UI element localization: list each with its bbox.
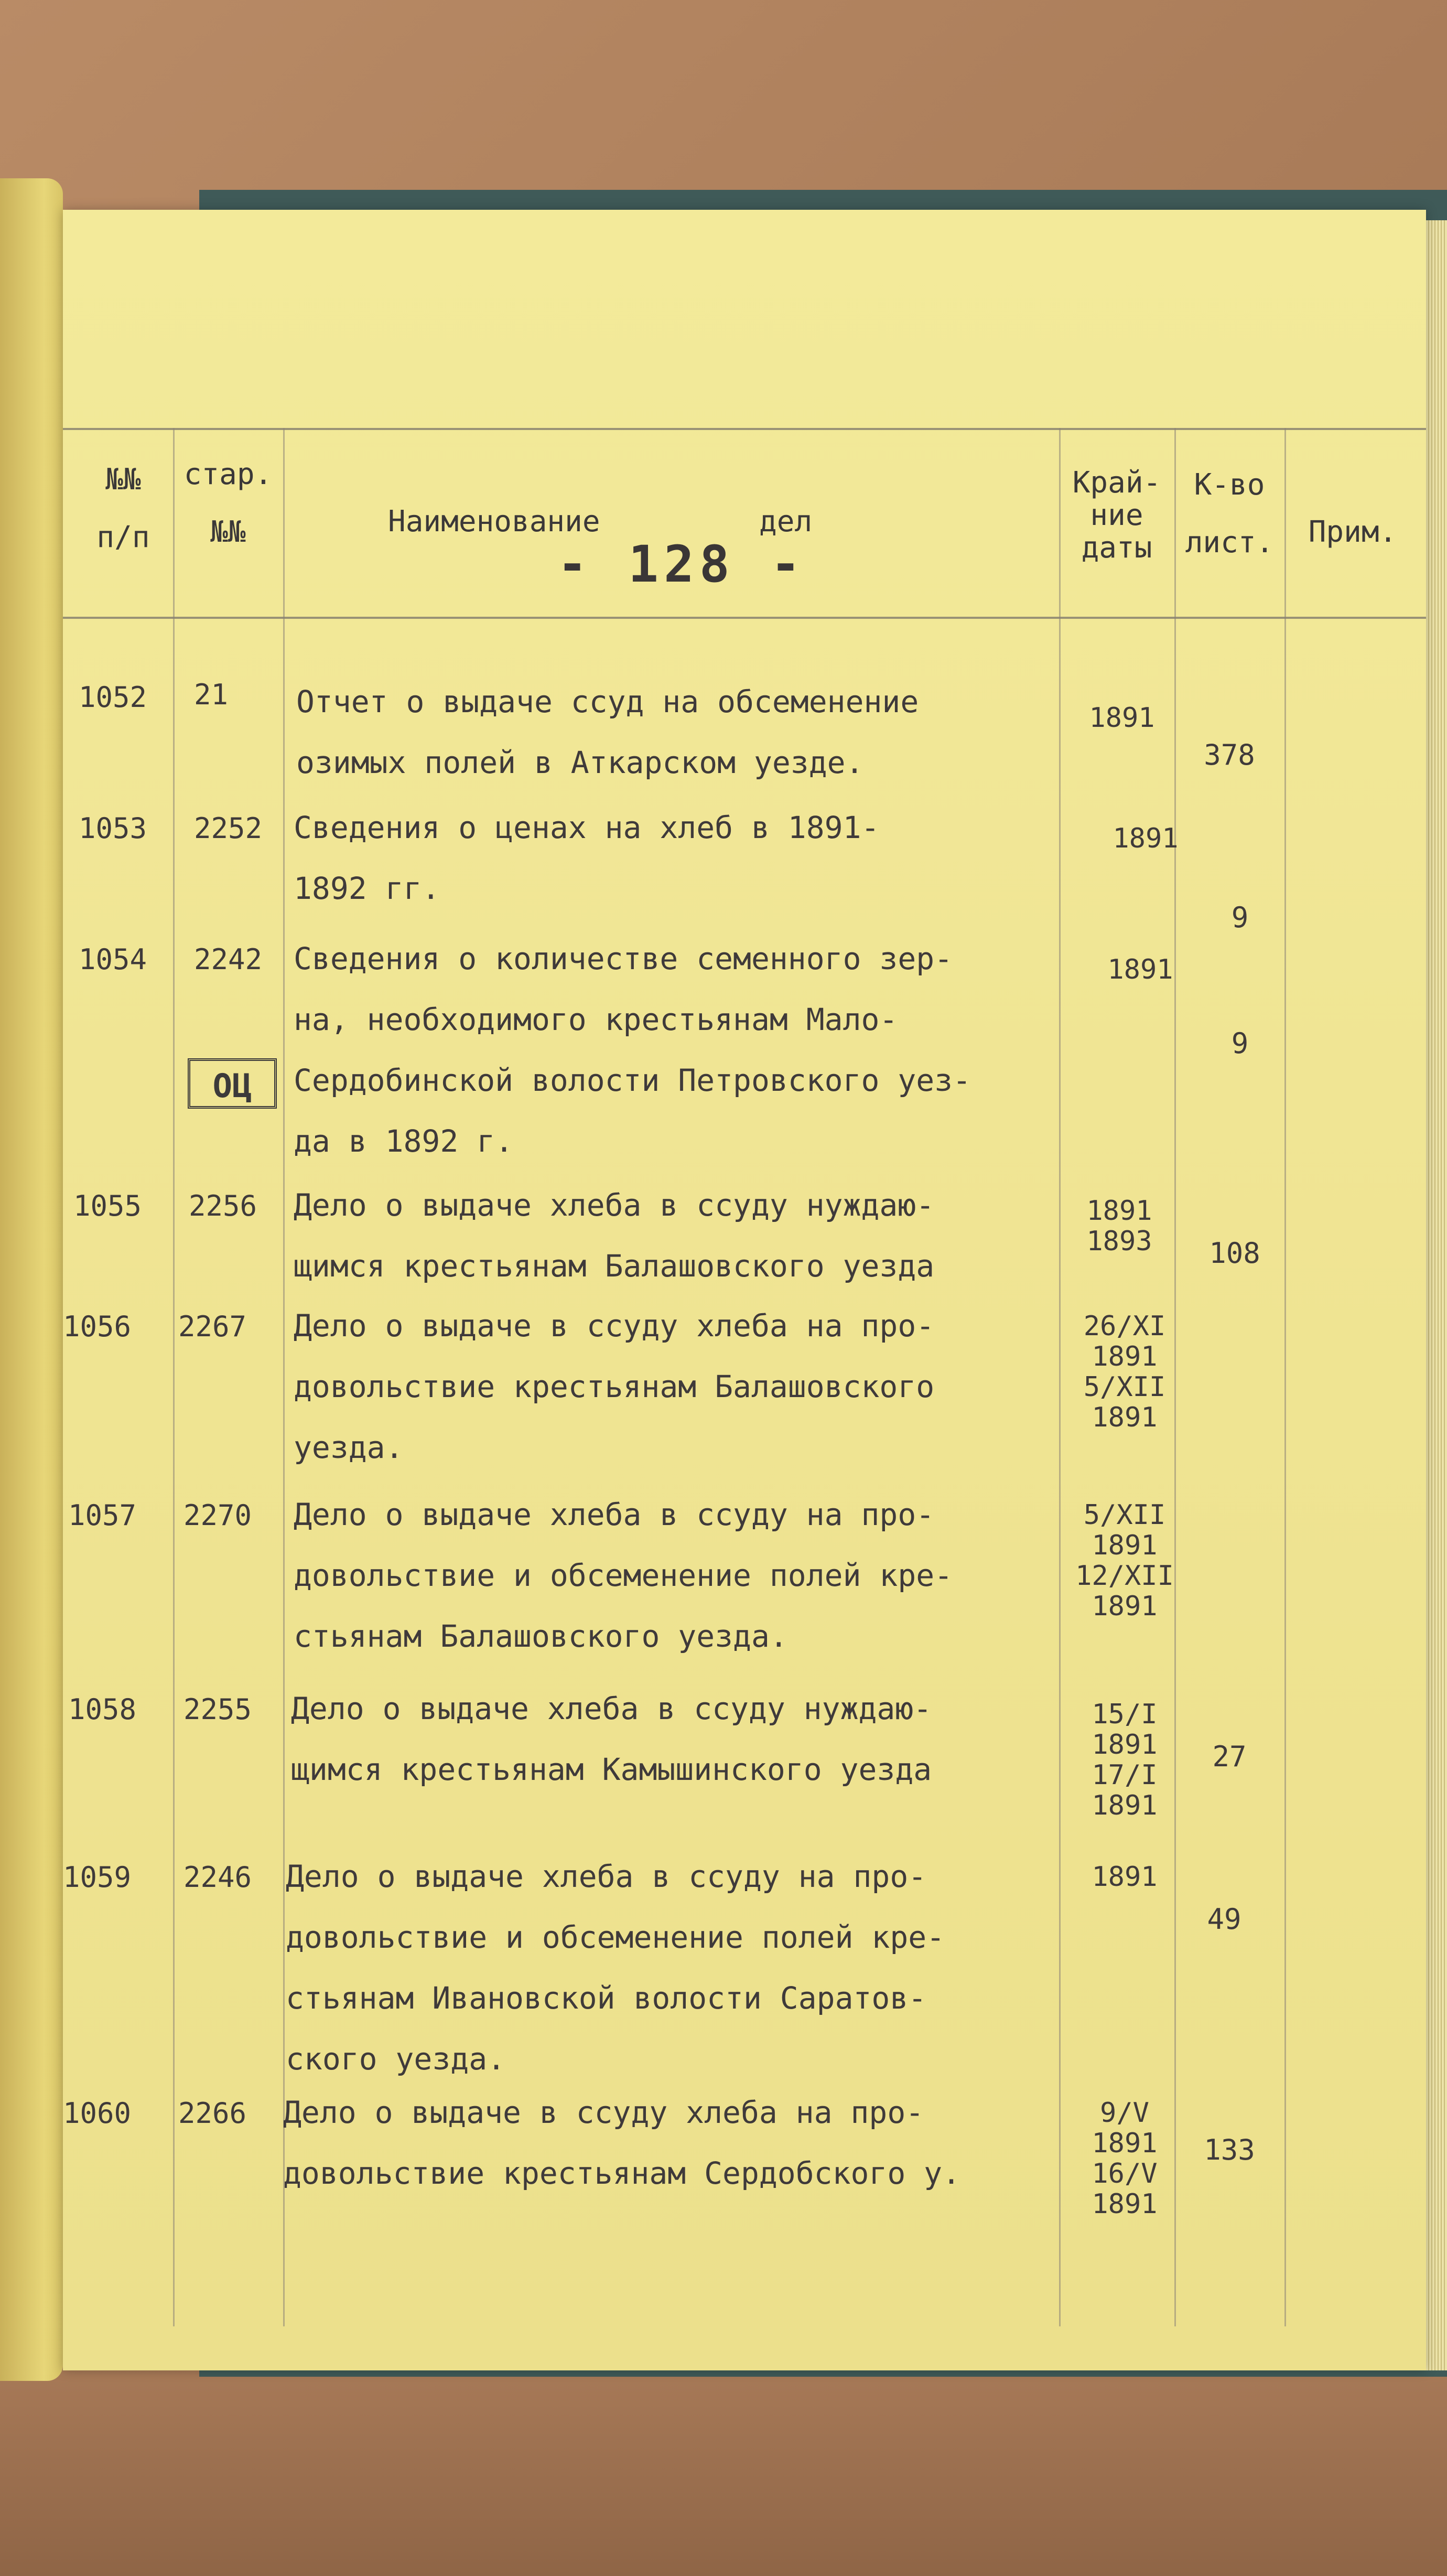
row-number: 1054 — [79, 943, 147, 976]
header-dates-line2: ние — [1090, 498, 1143, 532]
row-number: 1059 — [63, 1861, 132, 1894]
row-title: Дело о выдаче хлеба в ссуду нуждаю- щимся крестьянам Балашовского уезда — [294, 1187, 935, 1284]
row-dates: 1891 — [1092, 1861, 1158, 1893]
row-dates: 1891 — [1089, 702, 1155, 734]
row-title: Дело о выдаче хлеба в ссуду на про- довольствие и обсеменение полей кре- стьянам Балашовского уезда. — [294, 1497, 953, 1654]
row-old-number: 2242 — [194, 943, 263, 976]
row-number: 1052 — [79, 681, 147, 714]
header-top-rule — [63, 428, 1426, 430]
row-dates: 9/V 1891 16/V 1891 — [1092, 2097, 1158, 2220]
row-old-number: 2246 — [183, 1861, 252, 1894]
row-title: Дело о выдаче в ссуду хлеба на про- довольствие крестьянам Балашовского уезда. — [294, 1308, 935, 1465]
row-old-number: 21 — [194, 678, 229, 711]
row-sheets: 378 — [1204, 738, 1255, 771]
row-title: Отчет о выдаче ссуд на обсеменение озимых полей в Аткарском уезде. — [296, 684, 919, 780]
header-old — [173, 456, 283, 551]
header-no-line2: п/п — [96, 520, 150, 554]
row-title: Сведения о ценах на хлеб в 1891- 1892 гг. — [294, 810, 880, 906]
row-sheets: 108 — [1209, 1237, 1260, 1270]
header-dates — [1059, 467, 1174, 564]
row-old-number: 2267 — [178, 1310, 247, 1343]
row-dates: 26/XI 1891 5/XII 1891 — [1083, 1311, 1166, 1433]
row-title: Дело о выдаче хлеба в ссуду на про- довольствие и обсеменение полей кре- стьянам Ивановской волости Саратов- ского уезда. — [286, 1859, 945, 2077]
row-number: 1056 — [63, 1310, 132, 1343]
row-dates: 15/I 1891 17/I 1891 — [1092, 1699, 1158, 1821]
header-sheets — [1174, 467, 1284, 561]
row-sheets: 133 — [1204, 2133, 1255, 2166]
row-sheets: 9 — [1231, 901, 1249, 934]
row-old-number: 2256 — [189, 1189, 257, 1222]
row-title: Дело о выдаче хлеба в ссуду нуждаю- щимся крестьянам Камышинского уезда — [291, 1691, 932, 1787]
row-number: 1058 — [68, 1693, 137, 1726]
header-bottom-rule — [63, 617, 1426, 619]
left-page-edge — [0, 178, 63, 2381]
row-sheets: 27 — [1212, 1740, 1247, 1773]
header-old-line2: №№ — [210, 515, 246, 549]
document-page — [63, 210, 1426, 2370]
row-old-number: 2252 — [194, 812, 263, 845]
row-sheets: 49 — [1207, 1903, 1241, 1936]
row-title: Сведения о количестве семенного зер- на, необходимого крестьянам Мало- Сердобинской волости Петровского уез- да в 1892 г. — [294, 941, 971, 1159]
page-edges — [1426, 220, 1447, 2370]
row-dates: 1891 — [1113, 823, 1179, 854]
row-title: Дело о выдаче в ссуду хлеба на про- довольствие крестьянам Сердобского у. — [283, 2095, 961, 2191]
page-number: - 128 - — [557, 535, 806, 594]
header-sheets-line1: К-во — [1194, 468, 1265, 502]
row-number: 1057 — [68, 1499, 137, 1532]
header-no — [73, 461, 173, 556]
column-divider — [1059, 428, 1061, 2326]
row-dates: 5/XII 1891 12/XII 1891 — [1075, 1499, 1174, 1622]
row-old-number: 2255 — [183, 1693, 252, 1726]
header-sheets-line2: лист. — [1185, 525, 1274, 560]
column-divider — [173, 428, 175, 2326]
row-dates: 1891 — [1107, 954, 1173, 985]
row-old-number: 2266 — [178, 2097, 247, 2130]
row-dates: 1891 1893 — [1086, 1195, 1152, 1257]
header-title: Наименование дел — [388, 505, 813, 539]
column-divider — [283, 428, 285, 2326]
row-old-number: 2270 — [183, 1499, 252, 1532]
row-number: 1055 — [73, 1189, 142, 1222]
header-dates-line3: даты — [1081, 531, 1152, 565]
column-divider — [1284, 428, 1286, 2326]
table-surface — [0, 2360, 1447, 2576]
row-number: 1053 — [79, 812, 147, 845]
header-no-line1: №№ — [105, 463, 141, 497]
row-number: 1060 — [63, 2097, 132, 2130]
row-sheets: 9 — [1231, 1027, 1249, 1060]
header-old-line1: стар. — [183, 457, 273, 491]
archive-stamp: ОЦ — [188, 1058, 277, 1109]
header-dates-line1: Край- — [1072, 466, 1161, 500]
header-notes: Прим. — [1308, 515, 1397, 549]
